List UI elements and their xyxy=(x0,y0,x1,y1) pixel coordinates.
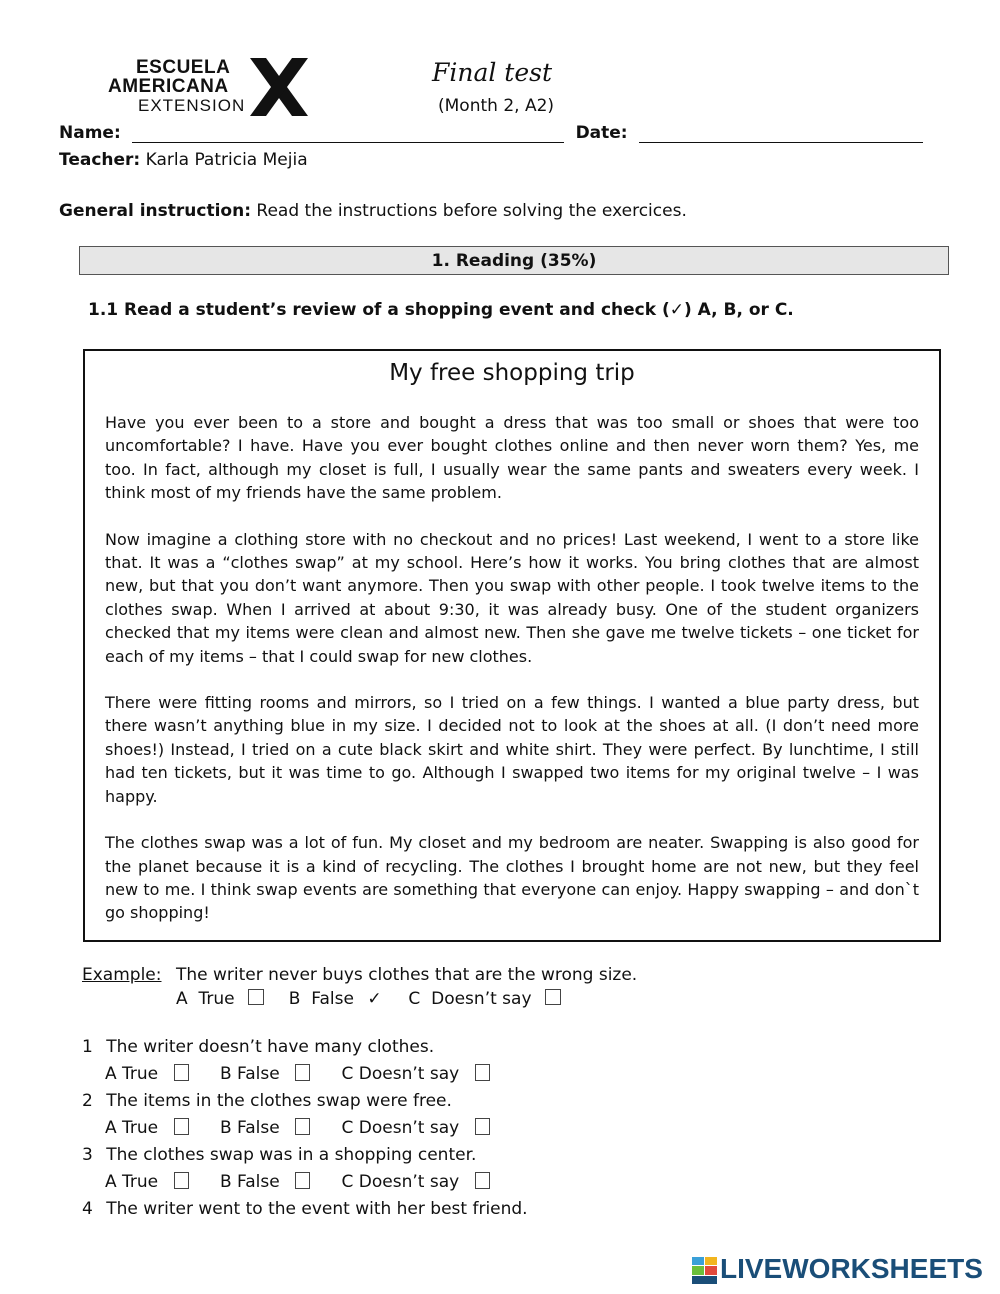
logo-x-mark xyxy=(250,58,308,116)
question-statement: The clothes swap was in a shopping center. xyxy=(106,1145,477,1165)
checkbox-c[interactable] xyxy=(475,1172,490,1189)
question-1-options xyxy=(105,1064,490,1084)
passage-paragraph: There were fitting rooms and mirrors, so I tried on a few things. I wanted a blue party dress, but there wasn’t anything blue in my size. I decided not to look at the shoes at all. (I don’t need more shoes!) Instead, I tried on a cute black skirt and white shirt. They were perfect. By lunchtime, I still had ten tickets, but it was time to go. Although I swapped two items for my original twelve – I was happy. xyxy=(105,693,919,806)
question-2-options xyxy=(105,1118,490,1138)
question-number: 3 xyxy=(82,1145,93,1165)
date-field[interactable] xyxy=(639,122,923,143)
example-label: Example: xyxy=(82,965,162,985)
example-options xyxy=(176,989,561,1009)
option-c: C Doesn’t say xyxy=(341,1118,460,1138)
checkbox-c[interactable] xyxy=(475,1064,490,1081)
example-option-a-box xyxy=(248,989,264,1005)
example-option-c-box xyxy=(545,989,561,1005)
task-instruction: 1.1 Read a student’s review of a shopping event and check (✓) A, B, or C. xyxy=(88,300,794,320)
question-statement: The items in the clothes swap were free. xyxy=(106,1091,452,1111)
option-c: C Doesn’t say xyxy=(341,1172,460,1192)
option-c: C Doesn’t say xyxy=(341,1064,460,1084)
checkbox-c[interactable] xyxy=(475,1118,490,1135)
example-option-a-text: True xyxy=(198,989,235,1009)
question-2 xyxy=(82,1091,452,1111)
liveworksheets-icon xyxy=(692,1257,718,1285)
instruction-label: General instruction: xyxy=(59,201,251,221)
teacher-label: Teacher: xyxy=(59,150,141,170)
option-a: A True xyxy=(105,1064,159,1084)
question-3 xyxy=(82,1145,476,1165)
example-check-icon: ✓ xyxy=(367,989,382,1009)
example-option-c-letter: C xyxy=(408,989,421,1009)
section-header-reading: 1. Reading (35%) xyxy=(79,246,949,275)
question-number: 2 xyxy=(82,1091,93,1111)
passage-title: My free shopping trip xyxy=(389,360,635,386)
page-subtitle: (Month 2, A2) xyxy=(438,96,555,116)
instruction-text: Read the instructions before solving the exercices. xyxy=(256,201,687,221)
checkbox-b[interactable] xyxy=(295,1172,310,1189)
name-date-row xyxy=(59,122,923,143)
general-instruction xyxy=(59,201,687,221)
example-statement: The writer never buys clothes that are the wrong size. xyxy=(176,965,638,985)
date-label: Date: xyxy=(575,123,628,143)
option-a: A True xyxy=(105,1118,159,1138)
reading-passage xyxy=(83,349,941,942)
question-3-options xyxy=(105,1172,490,1192)
question-statement: The writer went to the event with her best friend. xyxy=(106,1199,528,1219)
liveworksheets-brand: LIVEWORKSHEETS xyxy=(720,1253,983,1284)
example-option-c-text: Doesn’t say xyxy=(431,989,532,1009)
checkbox-b[interactable] xyxy=(295,1118,310,1135)
logo-line-2: AMERICANA xyxy=(108,76,229,97)
school-logo xyxy=(108,58,308,118)
logo-line-3: EXTENSION xyxy=(138,96,246,115)
passage-paragraph: Have you ever been to a store and bought a dress that was too small or shoes that were too uncomfortable? I have. Have you ever bought clothes online and then never worn them? Yes, me too. In fact, although my closet is full, I usually wear the same pants and sweaters every week. I think most of my friends have the same problem. xyxy=(105,413,919,503)
option-b: B False xyxy=(219,1172,280,1192)
question-1 xyxy=(82,1037,434,1057)
question-number: 1 xyxy=(82,1037,93,1057)
question-4 xyxy=(82,1199,528,1219)
checkbox-a[interactable] xyxy=(174,1064,189,1081)
option-a: A True xyxy=(105,1172,159,1192)
example-option-b-text: False xyxy=(311,989,354,1009)
liveworksheets-logo xyxy=(690,1253,990,1289)
question-statement: The writer doesn’t have many clothes. xyxy=(106,1037,435,1057)
option-b: B False xyxy=(219,1064,280,1084)
example-option-b-letter: B xyxy=(288,989,301,1009)
passage-paragraph: The clothes swap was a lot of fun. My closet and my bedroom are neater. Swapping is also good for the planet because it is a kind of recycling. The clothes I brought home are not new, but they feel new to me. I think swap events are something that everyone can enjoy. Happy swapping – and don`t go shopping! xyxy=(105,833,919,923)
teacher-row xyxy=(59,150,308,170)
teacher-name: Karla Patricia Mejia xyxy=(145,150,308,170)
checkbox-a[interactable] xyxy=(174,1172,189,1189)
page-title: Final test xyxy=(432,58,553,87)
logo-line-1: ESCUELA xyxy=(136,57,231,78)
name-label: Name: xyxy=(59,123,121,143)
name-field[interactable] xyxy=(132,122,564,143)
checkbox-b[interactable] xyxy=(295,1064,310,1081)
option-b: B False xyxy=(219,1118,280,1138)
question-number: 4 xyxy=(82,1199,93,1219)
checkbox-a[interactable] xyxy=(174,1118,189,1135)
passage-paragraph: Now imagine a clothing store with no checkout and no prices! Last weekend, I went to a store like that. It was a “clothes swap” at my school. Here’s how it works. You bring clothes that are almost new, but that you don’t want anymore. Then you swap with other people. I took twelve items to the clothes swap. When I arrived at about 9:30, it was already busy. One of the student organizers checked that my items were clean and almost new. Then she gave me twelve tickets – one ticket for each of my items – that I could swap for new clothes. xyxy=(105,529,919,666)
example-option-a-letter: A xyxy=(176,989,188,1009)
